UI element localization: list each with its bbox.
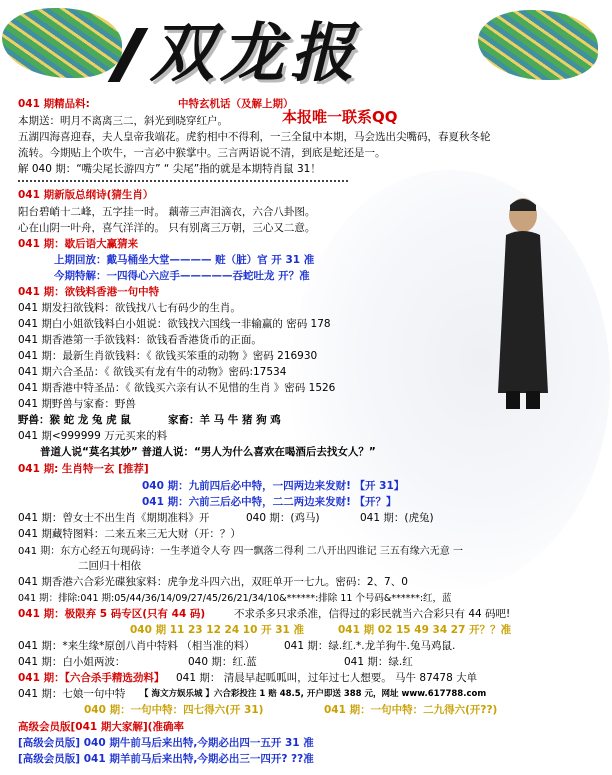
text-line: 今期特解：一四得心六应手—————吞蛇吐龙 开？准 [54,270,310,282]
text-line: 040 期 11 23 12 24 10 开 31 准 [130,624,304,636]
section-title-shashou: 041 期：【六合杀手精选劲料】 [18,672,165,684]
text-line: 041 期：七娘一句中特 [18,688,126,700]
section-title-yuqian: 041 期：欲钱料香港一句中特 [18,286,160,298]
text-line: 041 期：最新生肖欲钱料：《 欲钱买笨重的动物 》密码 216930 [18,350,318,362]
portrait-figure [488,193,558,413]
text-line: 041 期藏特图料：二来五来三无大财（开：？） [18,528,241,540]
text-line: 041 期发扫欲钱料：欲钱找八七有码少的生肖。 [18,302,241,314]
text-line: 041 期 02 15 49 34 27 开？？准 [338,624,512,636]
text-line: [高级会员版] 041 期羊前马后来出特,今期必出三一四开? ??准 [18,753,314,765]
text-line: 阳台碧峭十二峰，五字挂一时。 藕蒂三声泪滴衣，六合八卦图。 [18,206,316,218]
text-line: 040 期：九前四后必中特，一四两边来发财! 【开 31】 [142,480,405,492]
text-line: 041 期：白小姐两波： [18,656,126,668]
text-line: 不求杀多只求杀准，信得过的彩民就当六合彩只有 44 码吧! [234,608,511,620]
section-title-gangshi: 041 期新版总纲诗(猜生肖） [18,189,154,201]
text-line: 普道人说“莫名其妙” 普道人说：“男人为什么喜欢在喝酒后去找女人？” [40,446,376,458]
text-line: 040 期：一句中特：四七得六(开 31) [84,704,264,716]
dragon-left-illustration [2,8,122,78]
text-line: 二回归十相依 [78,560,141,572]
text-line: 041 期：绿.红 [344,656,413,668]
text-line: 流转。今期贴上个吹牛，一言必中猴掌中。三言两语说不清，到底是蛇还是一。 [18,147,386,159]
text-line: 041 期香港第一手欲钱料：欲钱看香港货币的正面。 [18,334,262,346]
text-line: 041 期： 清晨早起呱呱叫，过年过七人想要。 马牛 87478 大单 [176,672,478,684]
text-line: 本期送：明月不离离三二，斜光到晓穿红户。 [18,115,228,127]
ad-banner: 【 海文方娱乐城 】六合彩投注 1 赔 48.5, 开户即送 388 元，网址 www.617788.com [140,689,487,699]
text-line: 心在山阴一叶舟，喜气洋洋的。 只有别离三万朝，三心又二意。 [18,222,316,234]
dotted-separator [18,180,348,182]
text-line: 041 期：(虎兔) [360,512,434,524]
text-line: 040 期：红.蓝 [188,656,257,668]
text-line: 041 期野兽与家畜：野兽 [18,398,136,410]
section-title-xuanji: 中特玄机话（及解上期） [178,98,294,110]
section-title-xiehouyu: 041 期：歇后语大赢猜来 [18,238,139,250]
section-title-jingpin: 041 期精品料: [18,98,90,110]
qq-contact-banner: 本报唯一联系QQ [282,108,398,126]
text-line: 041 期：东方心经五句现码诗：一生孝道令人夸 四一飘落二得利 二八开出四谁记 三五有缘六无意 一 [18,546,463,557]
text-line: 五湖四海喜迎春，夫人皇帝我端花。虎豹相中不得利，一三全鼠中本期，马会选出尖嘴码，春夏秋冬轮 [18,131,491,143]
text-line: 041 期<999999 万元买来的料 [18,430,168,442]
text-line: 041 期六合圣品：《 欲钱买有龙有牛的动物》密码:17534 [18,366,287,378]
section-title-shengxiao: 041 期: 生肖特一玄 [推荐] [18,463,149,475]
text-line: 041 期：六前三后必中特，二二两边来发财! 【开？】 [142,496,397,508]
text-line: [高级会员版] 040 期牛前马后来出特,今期必出四一五开 31 准 [18,737,314,749]
dragon-right-illustration [478,10,598,80]
text-line: 解 040 期：“嘴尖尾长游四方” “ 尖尾”指的就是本期特肖鼠 31！ [18,163,321,175]
text-line: 041 期香港六合彩光碟独家料：虎争龙斗四六出，双旺单开一七九。密码：2、7、0 [18,576,408,588]
text-line: 041 期香港中特圣品：《 欲钱买六亲有认不见惜的生肖 》密码 1526 [18,382,336,394]
text-line: 041 期：曾女士不出生肖《期期准料》开 [18,512,210,524]
text-line: 041 期：一句中特：二九得六(开??) [324,704,498,716]
text-line: 041 期：*来生缘*原创八肖中特料 （相当准的料） [18,640,255,652]
domestic-animals-line: 家畜：羊 马 牛 猪 狗 鸡 [168,414,281,426]
text-line: 041 期白小姐欲钱料白小姐说：欲钱找六国线一非输赢的 密码 178 [18,318,331,330]
section-title-huiyuan: 高级会员版[041 期大家解](准确率 [18,721,184,733]
background-dragon-art [290,170,610,590]
text-line: 041 期：绿.红.*.龙羊狗牛.兔马鸡鼠. [284,640,456,652]
text-line: 040 期：(鸡马) [246,512,320,524]
section-title-jixian: 041 期：极限弃 5 码专区(只有 44 码) [18,608,206,620]
masthead-title: 双龙报 [150,16,360,91]
text-line: 041 期：排除:041 期:05/44/36/14/09/27/45/26/21/34/10&******:排除 11 个号码&******:红，蓝 [18,593,452,604]
wild-animals-line: 野兽：猴 蛇 龙 兔 虎 鼠 [18,414,131,426]
text-line: 上期回放：戴马桶坐大堂———— 赃（脏）官 开 31 准 [54,254,315,266]
